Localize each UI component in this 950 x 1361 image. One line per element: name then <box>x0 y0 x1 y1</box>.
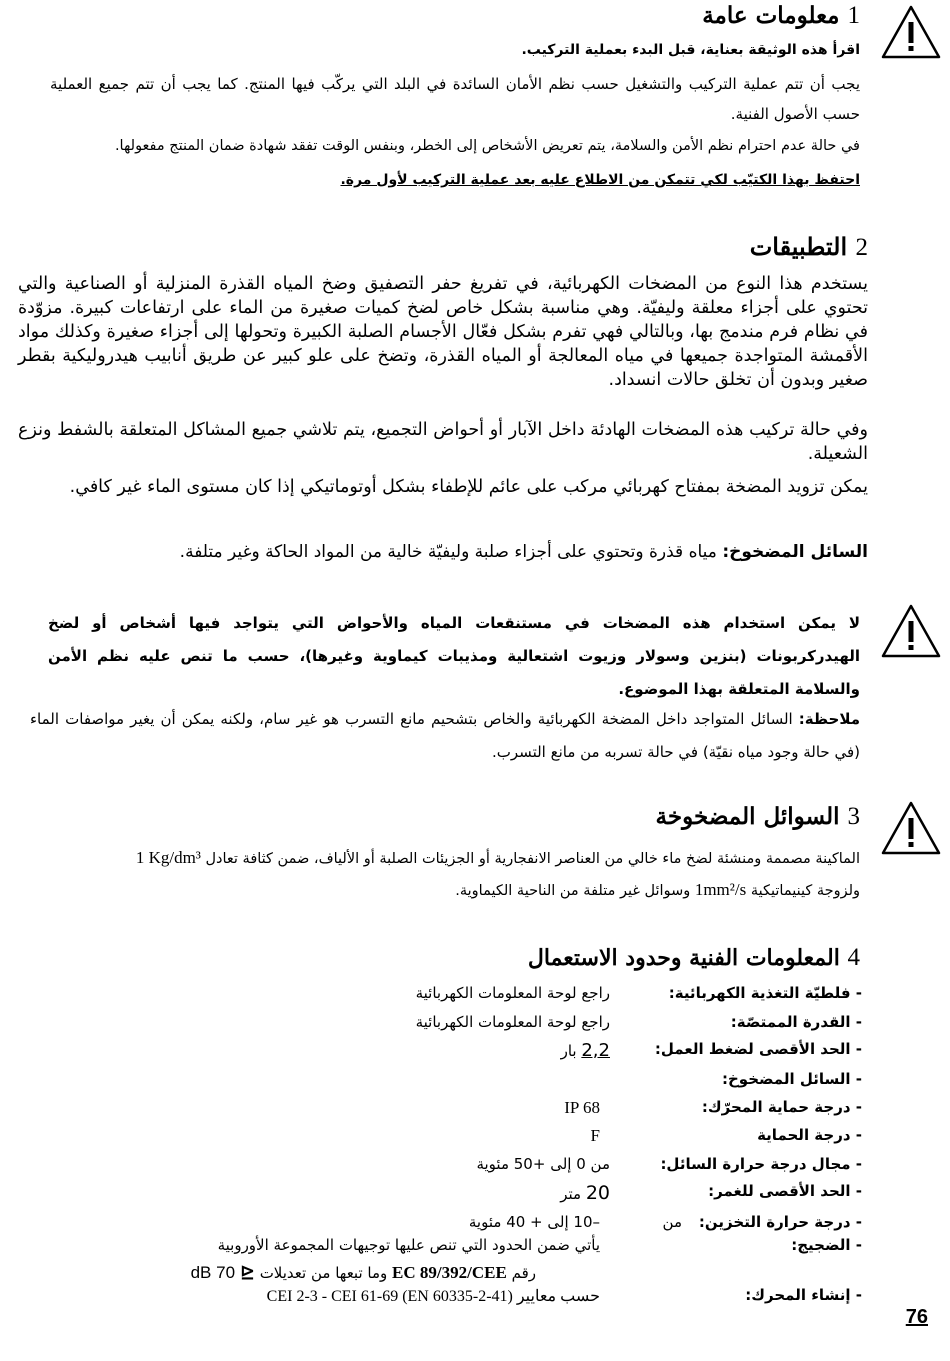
spec-label: - مجال درجة حرارة السائل: <box>660 1155 862 1173</box>
spec-label: - درجة حرارة التخزين: <box>698 1213 862 1231</box>
spec-label: - الضجيج: <box>791 1236 862 1254</box>
section-3-line-1 <box>136 848 860 868</box>
noise-level: dB 70 <box>190 1263 236 1282</box>
spec-row <box>150 1155 862 1183</box>
section-number: 1 <box>847 2 860 29</box>
spec-label: - الحد الأقصى لضغط العمل: <box>654 1040 862 1058</box>
spec-row <box>150 1040 862 1068</box>
chemical-text: وسوائل غير متلفة من الناحية الكيماوية. <box>455 883 691 899</box>
spec-row <box>150 1182 862 1210</box>
noise-text: يأتي ضمن الحدود التي تنص عليها توجيهات المجموعة الأوروبية <box>217 1236 600 1254</box>
section-4-heading <box>528 944 860 972</box>
pumped-liquid-line <box>180 542 868 562</box>
spec-row <box>150 1013 862 1041</box>
spec-value: IP 68 <box>564 1098 600 1117</box>
spec-label: - الحد الأقصى للغمر: <box>708 1182 862 1200</box>
section-1-warning-text: في حالة عدم احترام نظم الأمن والسلامة، يتم تعريض الأشخاص إلى الخطر، وبنفس الوقت تفقد شهادة ضمان المنتج مفعولها. <box>114 138 860 154</box>
viscosity-value: 1mm²/s <box>694 880 747 899</box>
motor-standards: حسب معايير (EN 60335-2-41) CEI 2-3 - CEI 61-69 <box>266 1288 600 1305</box>
section-title: المعلومات الفنية وحدود الاستعمال <box>527 945 840 971</box>
section-number: 2 <box>855 234 868 261</box>
section-1-paragraph: يجب أن تتم عملية التركيب والتشغيل حسب نظم الأمان السائدة في البلد التي يركّب فيها المنتج. كما يجب أن تتم جميع العملية حسب الأصول الفنية. <box>50 75 860 123</box>
spec-value: –10 إلى + 40 مئوية <box>468 1213 600 1231</box>
section-2-heading <box>750 232 868 262</box>
section-2-paragraph-2: وفي حالة تركيب هذه المضخات الهادئة داخل الآبار أو أحواض التجميع، يتم تلاشي جميع المشاكل المتعلقة بالشفط ونزع الشعيلة. <box>18 420 868 464</box>
spec-unit: متر <box>560 1185 582 1203</box>
section-title: معلومات عامة <box>702 2 840 29</box>
spec-unit: بار <box>560 1042 577 1060</box>
spec-value <box>561 1040 610 1061</box>
spec-value: راجع لوحة المعلومات الكهربائية <box>415 1013 610 1031</box>
spec-number: 2,2 <box>581 1040 610 1061</box>
note-label: ملاحظة: <box>798 710 860 728</box>
section-3-line-2 <box>455 880 860 900</box>
noise-mid: وما تبعها من تعديلات <box>259 1264 388 1282</box>
usage-warning: لا يمكن استخدام هذه المضخات في مستنقعات المياه والأحواض التي يتواجد فيها أشخاص أو لضخ الهيدركربونات (بنزين وسولار وزيوت اشتعالية ومذيبات كيماوية وغيرها)، حسب ما تنص عليه نظم الأمن والسلامة المتعلقة بهذا الموضوع. <box>48 614 860 698</box>
spec-label: - إنشاء المحرك: <box>745 1286 862 1304</box>
viscosity-label: ولزوجة كينيماتيكية <box>750 883 860 899</box>
section-1-intro: اقرأ هذه الوثيقة بعناية، قبل البدء بعملية التركيب. <box>521 42 860 58</box>
note-paragraph <box>30 703 860 769</box>
noise-row <box>150 1236 862 1264</box>
noise-prefix: رقم <box>511 1264 536 1282</box>
section-2-paragraph-3: يمكن تزويد المضخة بمفتاح كهربائي مركب على عائم للإطفاء بشكل أوتوماتيكي إذا كان مستوى الماء غير كافي. <box>69 477 868 497</box>
warning-icon <box>880 800 942 856</box>
section-number: 4 <box>847 944 860 971</box>
density-value: 1 Kg/dm³ <box>135 848 201 867</box>
spec-value <box>560 1182 610 1204</box>
spec-value: من 0 إلى +50 مئوية <box>476 1155 610 1173</box>
section-number: 3 <box>847 803 860 830</box>
spec-label: - القدرة الممتصّة: <box>730 1013 862 1031</box>
spec-row <box>150 1098 862 1126</box>
note-text: السائل المتواجد داخل المضخة الكهربائية والخاص بتشحيم مانع التسرب هو غير سام، ولكنه يمكن أن يغير مواصفات الماء (في حالة وجود مياه نقيّة) في حالة تسربه من مانع التسرب. <box>30 710 860 761</box>
spec-value: F <box>590 1126 600 1145</box>
section-title: السوائل المضخوخة <box>655 803 840 830</box>
spec-row <box>150 1126 862 1154</box>
motor-row <box>150 1286 862 1314</box>
noise-line-2 <box>191 1262 536 1283</box>
warning-icon <box>880 603 942 659</box>
spec-label: - درجة الحماية <box>757 1126 862 1144</box>
section-3-text: الماكينة مصممة ومنشئة لضخ ماء خالي من العناصر الانفجارية أو الجزيئات الصلبة أو الألياف، ضمن كثافة تعادل <box>205 851 860 867</box>
section-1-keep-manual: احتفظ بهذا الكتيّب لكي تتمكن من الاطلاع عليه بعد عملية التركيب لأول مرة. <box>340 172 860 188</box>
pumped-liquid-label: السائل المضخوخ: <box>722 542 868 562</box>
spec-label: - السائل المضخوخ: <box>722 1070 862 1088</box>
spec-label: - فلطيّة التغذية الكهربائية: <box>668 984 862 1002</box>
section-1-heading <box>702 2 860 30</box>
spec-number: 20 <box>585 1182 610 1204</box>
page-number: 76 <box>905 1306 928 1328</box>
less-equal-symbol: ⊴ <box>239 1262 255 1283</box>
spec-row <box>150 1070 862 1098</box>
section-title: التطبيقات <box>749 232 848 261</box>
spec-row <box>150 984 862 1012</box>
spec-label: - درجة حماية المحرّك: <box>701 1098 862 1116</box>
directive-code: EC 89/392/CEE <box>392 1263 507 1282</box>
pumped-liquid-text: مياه قذرة وتحتوي على أجزاء صلبة وليفيّة خالية من المواد الحاكة وغير متلفة. <box>179 542 723 562</box>
spec-prefix: من <box>662 1213 682 1231</box>
section-2-paragraph-1: يستخدم هذا النوع من المضخات الكهربائية، في تفريغ حفر التصفيق وضخ المياه القذرة المنزلية أو الصناعية والتي تحتوي على أجزاء معلقة وليفيّة. وهي مناسبة بشكل خاص لضخ كميات صغيرة من الماء على ارتفاعات كبيرة. مزوّدة في نظام فرم مندمج بها، وبالتالي فهي تفرم بشكل فعّال الأجسام الصلبة الكبيرة وتحولها إلى أجزاء صغيرة وكذلك مواد الأقمشة المتواجدة جميعها في مياه المعالجة أو المياه القذرة، وتضخ على علو كبير عن طريق أنابيب هيدروليكية بقطر صغير وبدون أن تخلق حالات انسداد. <box>18 274 868 390</box>
spec-value: راجع لوحة المعلومات الكهربائية <box>415 984 610 1002</box>
section-3-heading <box>656 803 860 831</box>
warning-icon <box>880 4 942 60</box>
